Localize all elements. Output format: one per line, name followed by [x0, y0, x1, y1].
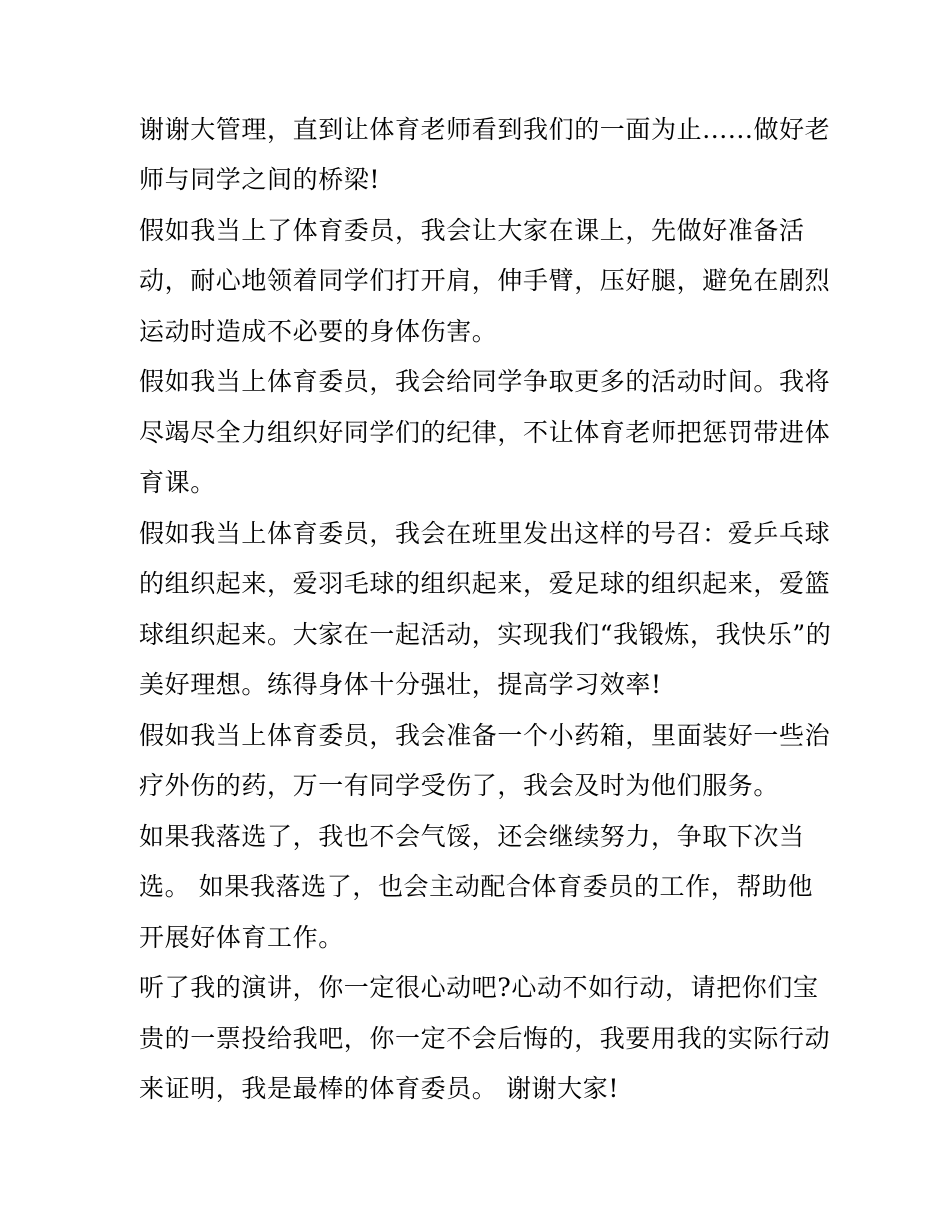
text-line: 假如我当上了体育委员，我会让大家在课上，先做好准备活 — [139, 216, 805, 245]
text-line: 球组织起来。大家在一起活动，实现我们“我锻炼，我快乐”的 — [139, 620, 832, 649]
text-line: 选。 如果我落选了，也会主动配合体育委员的工作，帮助他 — [139, 872, 814, 901]
text-line: 动，耐心地领着同学们打开肩，伸手臂，压好腿，避免在剧烈 — [139, 266, 831, 295]
text-line: 假如我当上体育委员，我会在班里发出这样的号召：爱乒乓球 — [139, 519, 831, 548]
text-line: 开展好体育工作。 — [139, 923, 344, 952]
text-line: 假如我当上体育委员，我会准备一个小药箱，里面装好一些治 — [139, 721, 831, 750]
text-line: 美好理想。练得身体十分强壮，提高学习效率! — [139, 670, 662, 699]
text-line: 如果我落选了，我也不会气馁，还会继续努力，争取下次当 — [139, 822, 805, 851]
text-line: 的组织起来，爱羽毛球的组织起来，爱足球的组织起来，爱篮 — [139, 569, 831, 598]
text-line: 尽竭尽全力组织好同学们的纪律，不让体育老师把惩罚带进体 — [139, 418, 831, 447]
text-line: 运动时造成不必要的身体伤害。 — [139, 317, 498, 346]
text-line: 听了我的演讲，你一定很心动吧?心动不如行动，请把你们宝 — [139, 973, 819, 1002]
text-line: 育课。 — [139, 468, 216, 497]
text-line: 疗外伤的药，万一有同学受伤了，我会及时为他们服务。 — [139, 771, 780, 800]
text-line: 谢谢大管理，直到让体育老师看到我们的一面为止......做好老 — [139, 115, 831, 144]
text-line: 假如我当上体育委员，我会给同学争取更多的活动时间。我将 — [139, 367, 831, 396]
text-line: 来证明，我是最棒的体育委员。 谢谢大家! — [139, 1074, 619, 1103]
text-line: 贵的一票投给我吧，你一定不会后悔的，我要用我的实际行动 — [139, 1024, 831, 1053]
text-line: 师与同学之间的桥梁! — [139, 165, 381, 194]
